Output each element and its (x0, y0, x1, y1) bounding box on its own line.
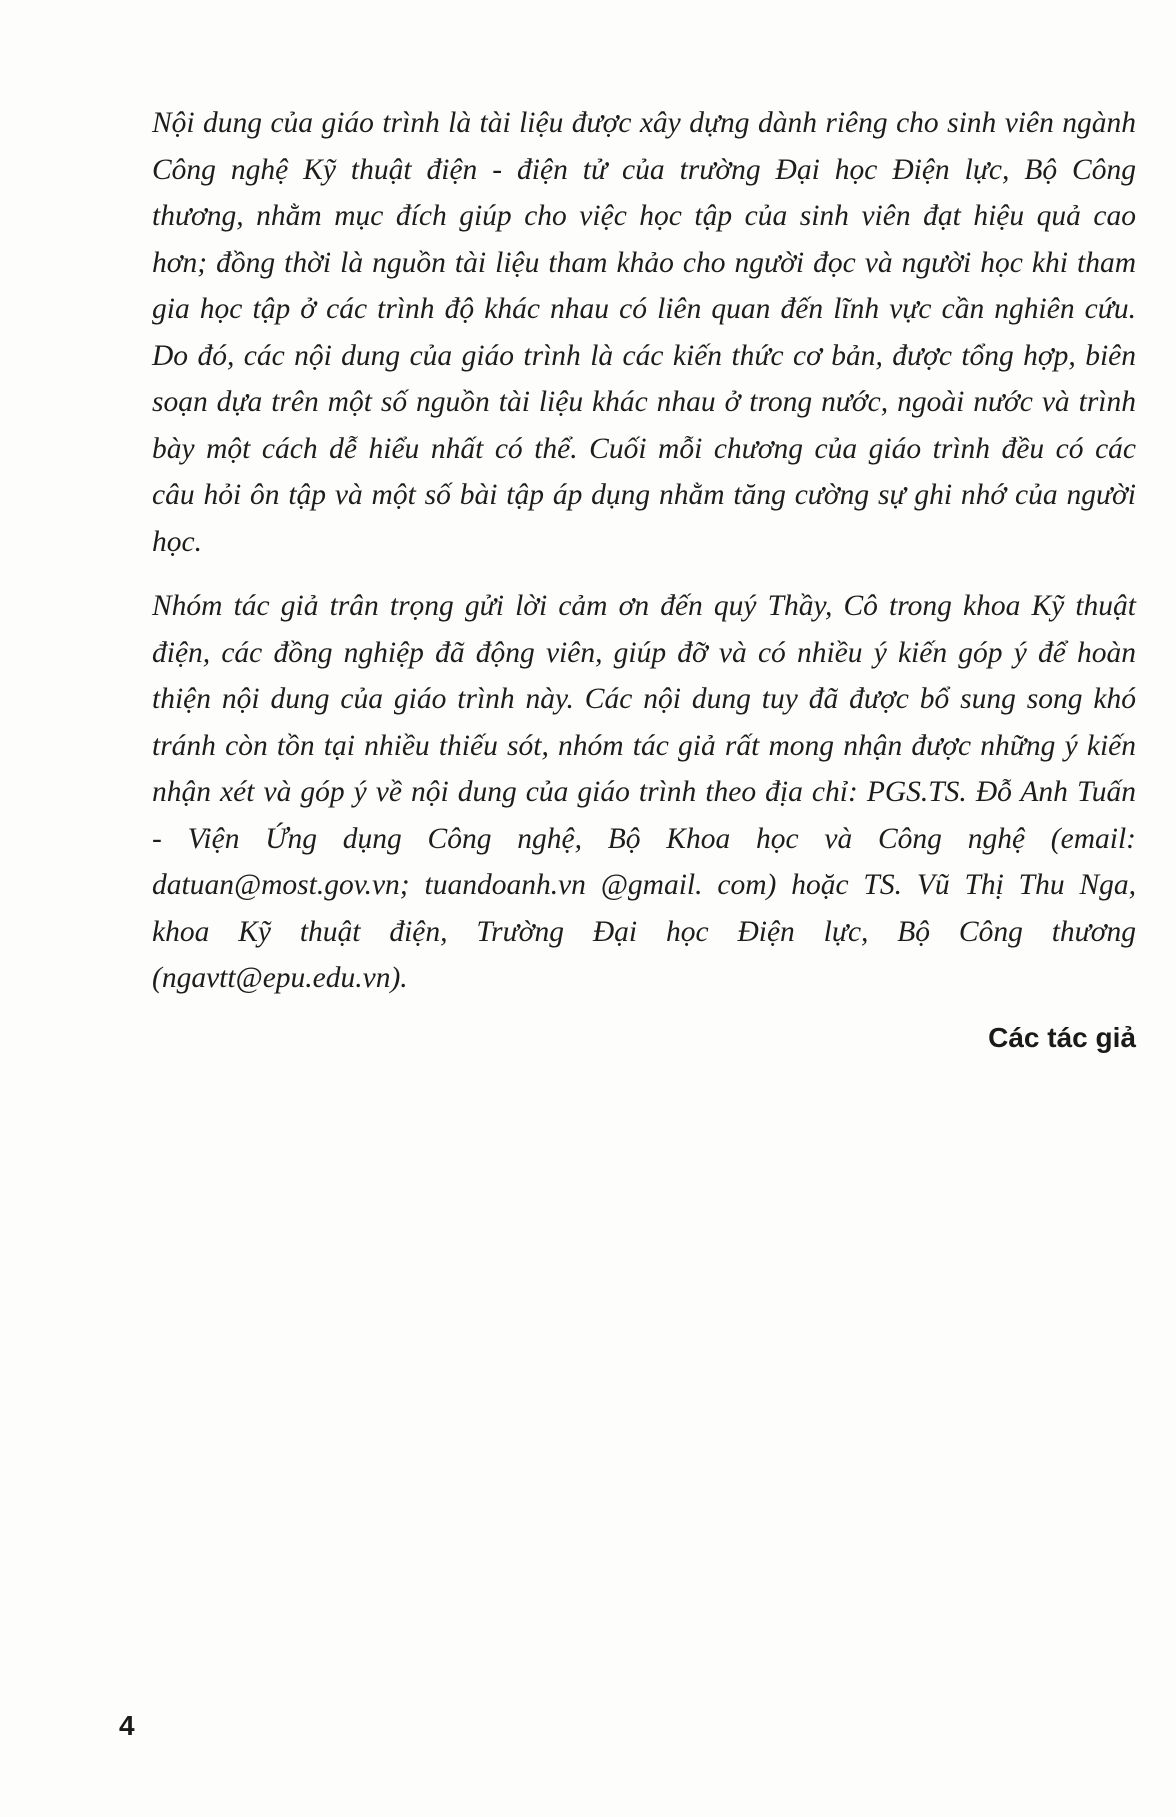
paragraph-intro: Nội dung của giáo trình là tài liệu được xây dựng dành riêng cho sinh viên ngành Công nghệ Kỹ thuật điện - điện tử của trường Đại học Điện lực, Bộ Công thương, nhằm mục đích giúp cho việc học tập của sinh viên đạt hiệu quả cao hơn; đồng thời là nguồn tài liệu tham khảo cho người đọc và người học khi tham gia học tập ở các trình độ khác nhau có liên quan đến lĩnh vực cần nghiên cứu. Do đó, các nội dung của giáo trình là các kiến thức cơ bản, được tổng hợp, biên soạn dựa trên một số nguồn tài liệu khác nhau ở trong nước, ngoài nước và trình bày một cách dễ hiểu nhất có thể. Cuối mỗi chương của giáo trình đều có các câu hỏi ôn tập và một số bài tập áp dụng nhằm tăng cường sự ghi nhớ của người học. (152, 107, 1136, 558)
paragraph-acknowledgement: Nhóm tác giả trân trọng gửi lời cảm ơn đến quý Thầy, Cô trong khoa Kỹ thuật điện, các đồng nghiệp đã động viên, giúp đỡ và có nhiều ý kiến góp ý để hoàn thiện nội dung của giáo trình này. Các nội dung tuy đã được bổ sung song khó tránh còn tồn tại nhiều thiếu sót, nhóm tác giả rất mong nhận được những ý kiến nhận xét và góp ý về nội dung của giáo trình theo địa chỉ: PGS.TS. Đỗ Anh Tuấn - Viện Ứng dụng Công nghệ, Bộ Khoa học và Công nghệ (email: datuan@most.gov.vn; tuandoanh.vn @gmail. com) hoặc TS. Vũ Thị Thu Nga, khoa Kỹ thuật điện, Trường Đại học Điện lực, Bộ Công thương (ngavtt@epu.edu.vn). (152, 590, 1136, 994)
page-number: 4 (119, 1710, 135, 1741)
signature: Các tác giả (988, 1022, 1136, 1053)
body-text (152, 100, 1136, 1020)
